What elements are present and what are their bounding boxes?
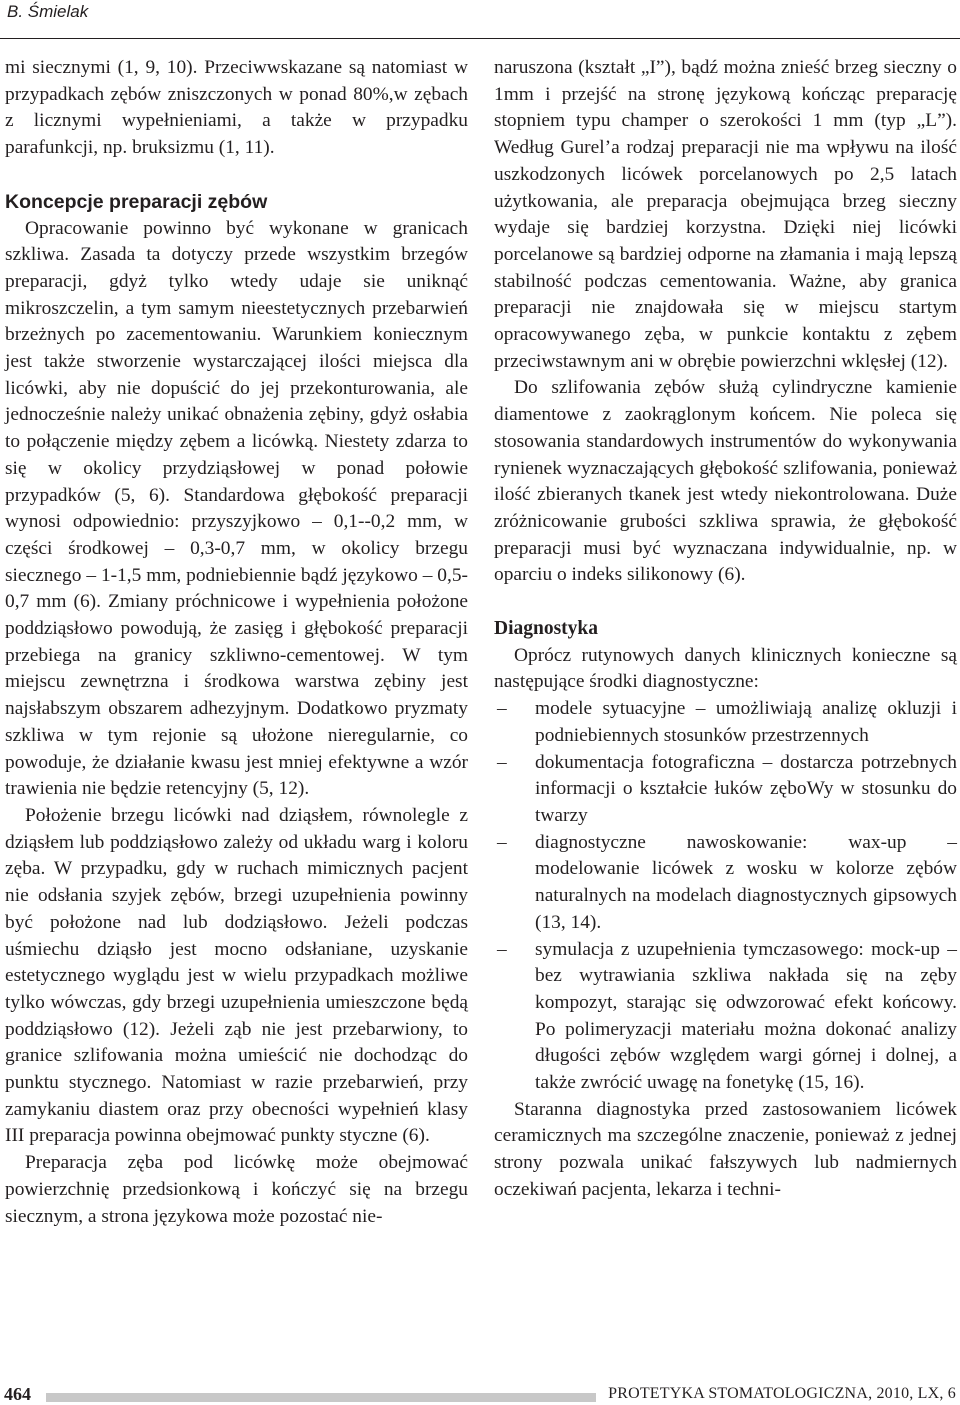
list-item: – diagnostyczne nawoskowanie: wax-up – modelowanie licówek z wosku w kolorze zębów naturalnych na modelach diagnostycznych gipsowych (13, 14). — [494, 830, 957, 937]
spacer — [5, 162, 468, 189]
list-item: – modele sytuacyjne – umożliwiają analizę okluzji i podniebiennych stosunków przestrzennych — [494, 696, 957, 749]
section-heading-diagnostyka: Diagnostyka — [494, 618, 599, 640]
paragraph-polozenie: Położenie brzegu licówki nad dziąsłem, równolegle z dziąsłem lub poddziąsłowo zależy od układu warg i koloru zęba. W przypadku, gdy w ruchach mimicznych pacjent nie odsłania szyjek zębów, brzegi uzupełnienia powinny być położone nad lub dodziąsłowo. Jeżeli podczas uśmiechu dziąsło jest mocno odsłaniane, uzyskanie estetycznego wyglądu jest w wielu przypadkach możliwe tylko wówczas, gdy brzegi uzupełnienia umieszczone będą poddziąsłowo (12). Jeżeli ząb nie jest przebarwiony, to granice szlifowania można umieścić nie dochodząc do punktu stycznego. Natomiast w razie przebarwień, przy zamykaniu diastem oraz przy obecności wypełnień klasy III preparacja powinna obejmować punkty styczne (6). — [5, 804, 468, 1147]
right-column — [494, 55, 957, 1204]
footer-gray-bar — [46, 1393, 596, 1402]
left-column — [5, 55, 468, 1230]
paragraph-preparacja: Preparacja zęba pod licówkę może obejmować powierzchnię przedsionkową i kończyć się na brzegu siecznym, a strona językowa może pozostać nie- — [5, 1152, 468, 1227]
running-header-author: B. Śmielak — [7, 2, 89, 21]
list-item: – dokumentacja fotograficzna – dostarcza potrzebnych informacji o kształcie łuków zęboWy w stosunku do twarzy — [494, 750, 957, 830]
paragraph-koncepcje: Opracowanie powinno być wykonane w granicach szkliwa. Zasada ta dotyczy przede wszystkim brzegów preparacji, gdyż tylko wtedy udaje sie uniknąć mikroszczelin, a tym samym nieestetycznych przebarwień brzeżnych po zacementowaniu. Warunkiem koniecznym jest także stworzenie wystarczającej ilości miejsca dla licówki, aby nie dopuścić do jej przekonturowania, ale jednocześnie należy unikać obnażenia zębiny, gdyż osłabia to połączenie między zębem a licówką. Niestety zdarza to się w okolicy przydziąsłowej w ponad połowie przypadków (5, 6). Standardowa głębokość preparacji wynosi odpowiednio: przyszyjkowo – 0,1--0,2 mm, w części środkowej – 0,3-0,7 mm, w okolicy brzegu siecznego – 1-1,5 mm, podniebiennie bądź językowo – 0,5-0,7 mm (6). Zmiany próchnicowe i wypełnienia położone poddziąsłowo powodują, że zasięg i głębokość preparacji przebiega na granicy szkliwno-cementowej. W tym miejscu zewnętrzna i środkowa warstwa zębiny jest najsłabszym obszarem adhezyjnym. Dodatkowo pryzmaty szkliwa w tym rejonie są ułożone nieregularnie, co powoduje, że działanie kwasu jest mniej efektywne a wzór trawienia nie będzie retencyjny (5, 12). — [5, 217, 468, 800]
paragraph-diagnostyka-intro: Oprócz rutynowych danych klinicznych konieczne są następujące środki diagnostyczne: — [494, 644, 957, 693]
paragraph-naruszona: naruszona (kształt „I”), bądź można znieść brzeg sieczny o 1mm i przejść na stronę językową kończąc preparację stopniem typu champer o szerokości 1 mm (typ „L”). Według Gurel’a rodzaj preparacji nie ma wpływu na ilość uszkodzonych licówek porcelanowych po 2,5 latach użytkowania, ale preparacja obejmująca brzeg sieczny wydaje się bardziej korzystna. Dzięki niej licówki porcelanowe są bardziej odporne na złamania i mają lepszą stabilność podczas cementowania. Ważne, aby granica preparacji nie znajdowała się w miejscu startym opracowywanego zęba, w punkcie kontaktu z zębem przeciwstawnym ani w obrębie powierzchni wklęsłej (12). — [494, 57, 957, 372]
spacer — [494, 589, 957, 616]
header-divider — [0, 38, 960, 39]
section-heading-koncepcje: Koncepcje preparacji zębów — [5, 190, 268, 213]
page-number: 464 — [4, 1384, 31, 1404]
paragraph-staranna: Staranna diagnostyka przed zastosowaniem licówek ceramicznych ma szczególne znaczenie, ponieważ z jednej strony pozwala unikać fałszywych lub nadmiernych oczekiwań pacjenta, lekarza i techni- — [494, 1098, 957, 1200]
paragraph-intro: mi siecznymi (1, 9, 10). Przeciwwskazane są natomiast w przypadkach zębów zniszczonych w ponad 80%,w zębach z licznymi wypełnieniami, a także w przypadku parafunkcji, np. bruksizmu (1, 11). — [5, 57, 468, 159]
paragraph-szlifowanie: Do szlifowania zębów służą cylindryczne kamienie diamentowe z zaokrąglonym końcem. Nie poleca się stosowania standardowych instrumentów do wykonywania rynienek wyznaczających głębokość szlifowania, ponieważ ilość zbieranych tkanek jest wtedy niekontrolowana. Duże zróżnicowanie grubości szkliwa sprawia, że głębokość preparacji musi być wyznaczana indywidualnie, np. w oparciu o indeks silikonowy (6). — [494, 377, 957, 586]
journal-footer: PROTETYKA STOMATOLOGICZNA, 2010, LX, 6 — [608, 1385, 956, 1402]
list-item: – symulacja z uzupełnienia tymczasowego: mock-up – bez wytrawiania szkliwa nakłada się na zęby kompozyt, starając się odwzorować efekt końcowy. Po polimeryzacji materiału można dokonać analizy długości zębów względem wargi górnej i dolnej, a także zwrócić uwagę na fonetykę (15, 16). — [494, 937, 957, 1097]
diagnostic-list — [494, 696, 957, 1097]
